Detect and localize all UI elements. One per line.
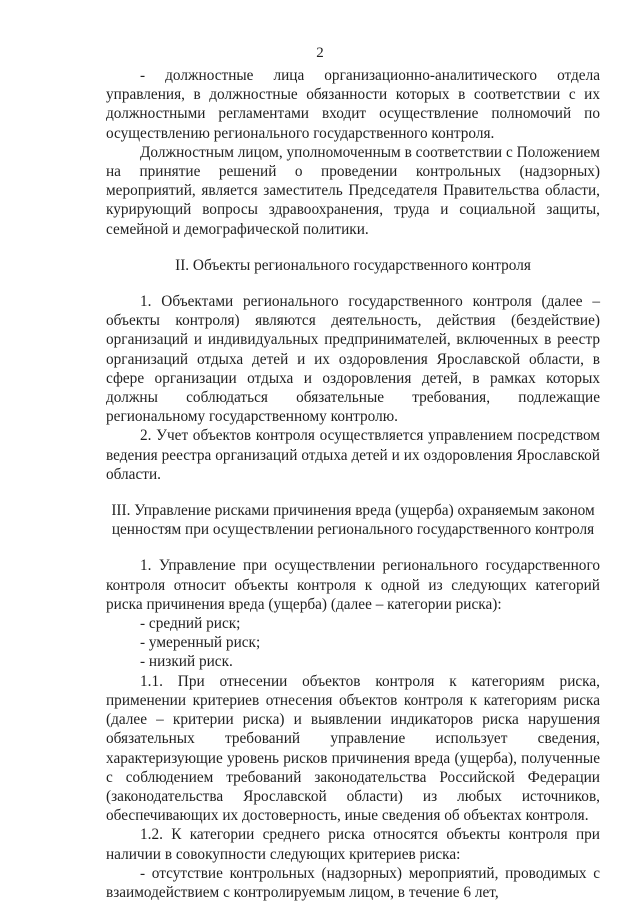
document-body [106,66,600,902]
list-item-low-risk: - низкий риск. [140,653,233,671]
section-heading-risk-line-2: ценностям при осуществлении регионального государственного контроля [111,521,595,539]
paragraph-objects-definition: 1. Объектами регионального государственного контроля (далее – объекты контроля) являются деятельность, действия (бездействие) организаций и индивидуальных предпринимателей, включенных в реестр организаций отдыха детей и их оздоровления Ярославской области, в сфере организации отдыха и оздоровления детей, в рамках которых должны соблюдаться обязательные требования, подлежащие региональному государственному контролю. [106,293,600,426]
paragraph-authorized-person: Должностным лицом, уполномоченным в соответствии с Положением на принятие решений о проведении контрольных (надзорных) мероприятий, является заместитель Председателя Правительства области, курирующий вопросы здравоохранения, труда и социальной защиты, семейной и демографической политики. [106,143,600,238]
spacer [106,239,600,256]
spacer [106,275,600,292]
section-heading-risk-line-1: III. Управление рисками причинения вреда (ущерба) охраняемым законом [111,502,595,520]
section-heading-objects: II. Объекты регионального государственного контроля [175,256,531,274]
paragraph-risk-information: 1.1. При отнесении объектов контроля к категориям риска, применении критериев отнесения объектов контроля к категориям риска (далее – критерии риска) и выявлении индикаторов риска нарушения обязательных требований управление использует сведения, характеризующие уровень рисков причинения вреда (ущерба), полученные с соблюдением требований законодательства Российской Федерации (законодательства Ярославской области) из любых источников, обеспечивающих их достоверность, иные сведения об объектах контроля. [106,672,600,825]
spacer [106,539,600,556]
list-item-medium-risk: - средний риск; [140,615,241,633]
paragraph-objects-accounting: 2. Учет объектов контроля осуществляется управлением посредством ведения реестра организаций отдыха детей и их оздоровления Ярославской области. [106,427,600,483]
paragraph-no-inspections-criterion: - отсутствие контрольных (надзорных) мероприятий, проводимых с взаимодействием с контролируемым лицом, в течение 6 лет, [106,864,600,901]
paragraph-medium-risk-criteria: 1.2. К категории среднего риска относятся объекты контроля при наличии в совокупности следующих критериев риска: [106,826,600,863]
paragraph-officials: - должностные лица организационно-аналитического отдела управления, в должностные обязанности которых в соответствии с их должностными регламентами входит осуществление полномочий по осуществлению регионального государственного контроля. [106,67,600,142]
list-item-moderate-risk: - умеренный риск; [140,634,261,652]
spacer [106,484,600,501]
page-number: 2 [316,45,324,61]
paragraph-risk-categories: 1. Управление при осуществлении регионального государственного контроля относит объекты контроля к одной из следующих категорий риска причинения вреда (ущерба) (далее – категории риска): [106,557,600,613]
